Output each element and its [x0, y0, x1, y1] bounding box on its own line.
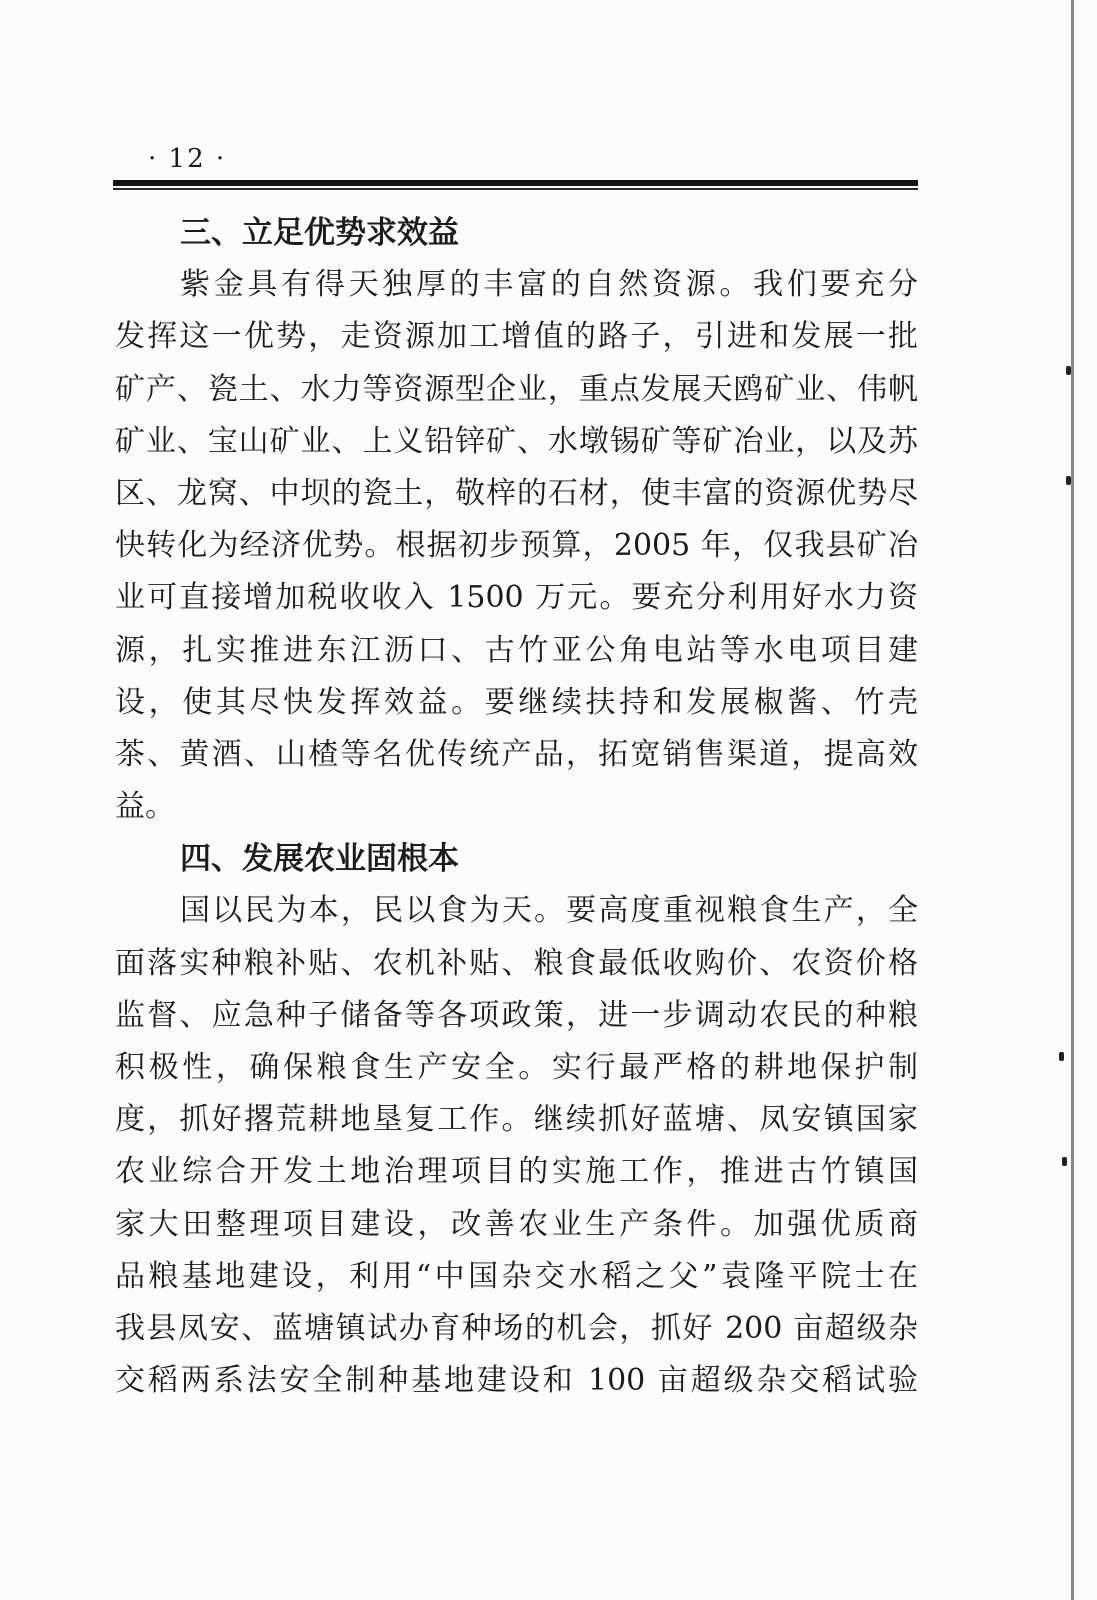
- section-heading: 四、发展农业固根本: [180, 841, 459, 878]
- paragraph-line: 度，抓好撂荒耕地垦复工作。继续抓好蓝塘、凤安镇国家: [115, 1102, 918, 1138]
- scan-speck: [1062, 1157, 1067, 1166]
- paragraph-line: 矿业、宝山矿业、上义铅锌矿、水墩锡矿等矿冶业，以及苏: [115, 423, 918, 459]
- paragraph-line: 发挥这一优势，走资源加工增值的路子，引进和发展一批: [115, 319, 918, 355]
- paragraph-line: 交稻两系法安全制种基地建设和 100 亩超级杂交稻试验: [115, 1363, 918, 1399]
- paragraph: [115, 259, 918, 833]
- paragraph-line: 益。: [115, 789, 175, 825]
- page-number: · 12 ·: [148, 144, 227, 174]
- section-heading: 三、立足优势求效益: [180, 215, 459, 251]
- section-resources: [115, 207, 918, 833]
- paragraph-line: 我县凤安、蓝塘镇试办育种场的机会，抓好 200 亩超级杂: [115, 1310, 918, 1346]
- paragraph-line: 监督、应急种子储备等各项政策，进一步调动农民的种粮: [115, 997, 918, 1033]
- scan-speck: [1059, 1052, 1064, 1061]
- header-rule-thick: [113, 180, 918, 186]
- paragraph-line: 茶、黄酒、山楂等名优传统产品，拓宽销售渠道，提高效: [115, 736, 918, 772]
- header-rule-thin: [113, 188, 918, 190]
- section-agriculture: [115, 833, 918, 1407]
- paragraph-line: 面落实种粮补贴、农机补贴、粮食最低收购价、农资价格: [115, 945, 918, 981]
- scan-speck: [1066, 366, 1071, 375]
- paragraph: [115, 885, 918, 1407]
- paragraph-line: 源，扎实推进东江沥口、古竹亚公角电站等水电项目建: [115, 632, 918, 668]
- scan-edge-line: [1071, 0, 1074, 1600]
- paragraph-line: 矿产、瓷土、水力等资源型企业，重点发展天鸥矿业、伟帆: [115, 371, 918, 407]
- paragraph-line: 业可直接增加税收收入 1500 万元。要充分利用好水力资: [115, 580, 918, 616]
- paragraph-line: 快转化为经济优势。根据初步预算，2005 年，仅我县矿冶: [115, 528, 918, 564]
- paragraph-line: 紫金具有得天独厚的丰富的自然资源。我们要充分: [180, 267, 918, 303]
- paragraph-line: 农业综合开发土地治理项目的实施工作，推进古竹镇国: [115, 1154, 918, 1190]
- paragraph-line: 品粮基地建设，利用“中国杂交水稻之父”袁隆平院士在: [115, 1258, 918, 1294]
- scan-speck: [1066, 476, 1071, 485]
- paragraph-line: 积极性，确保粮食生产安全。实行最严格的耕地保护制: [115, 1050, 918, 1085]
- paragraph-line: 国以民为本，民以食为天。要高度重视粮食生产，全: [180, 893, 918, 929]
- page-body: [115, 207, 918, 1407]
- paragraph-line: 区、龙窝、中坝的瓷土，敬梓的石材，使丰富的资源优势尽: [115, 475, 918, 511]
- paragraph-line: 家大田整理项目建设，改善农业生产条件。加强优质商: [115, 1206, 918, 1242]
- paragraph-line: 设，使其尽快发挥效益。要继续扶持和发展椒酱、竹壳: [115, 684, 918, 720]
